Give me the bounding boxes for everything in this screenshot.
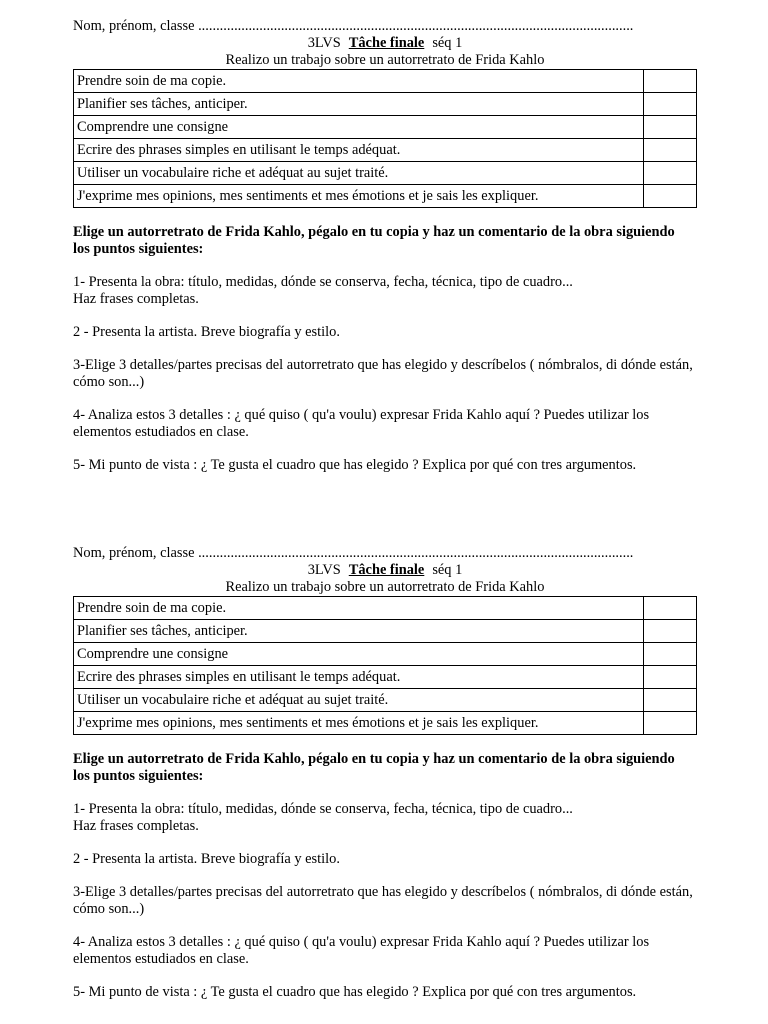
point-text: 4- Analiza estos 3 detalles : ¿ qué quiso ( qu'a voulu) expresar Frida Kahlo aquí ? Puedes utilizar los elementos estudiados en clase. bbox=[73, 407, 650, 440]
point-text: 1- Presenta la obra: título, medidas, dónde se conserva, fecha, técnica, tipo de cuadro... bbox=[73, 274, 573, 290]
point-text: 3-Elige 3 detalles/partes precisas del autorretrato que has elegido y descríbelos ( nómbralos, di dónde están, cómo son...) bbox=[73, 357, 693, 390]
table-row bbox=[74, 620, 697, 643]
point-text: 2 - Presenta la artista. Breve biografía y estilo. bbox=[73, 851, 340, 867]
score-cell bbox=[644, 185, 697, 208]
task-subtitle: Realizo un trabajo sobre un autorretrato de Frida Kahlo bbox=[225, 52, 545, 68]
point-3 bbox=[73, 357, 697, 391]
point-text: 5- Mi punto de vista : ¿ Te gusta el cuadro que has elegido ? Explica por qué con tres argumentos. bbox=[73, 984, 637, 1000]
worksheet-1 bbox=[73, 18, 697, 474]
sequence-label: séq 1 bbox=[432, 562, 463, 578]
score-cell bbox=[644, 666, 697, 689]
score-cell bbox=[644, 139, 697, 162]
point-text: 4- Analiza estos 3 detalles : ¿ qué quiso ( qu'a voulu) expresar Frida Kahlo aquí ? Puedes utilizar los elementos estudiados en clase. bbox=[73, 934, 650, 967]
point-2 bbox=[73, 324, 697, 341]
point-text: Haz frases completas. bbox=[73, 291, 199, 307]
score-cell bbox=[644, 162, 697, 185]
table-row bbox=[74, 643, 697, 666]
table-row bbox=[74, 689, 697, 712]
point-5 bbox=[73, 457, 697, 474]
table-row bbox=[74, 597, 697, 620]
sequence-label: séq 1 bbox=[432, 35, 463, 51]
table-row bbox=[74, 93, 697, 116]
point-1 bbox=[73, 801, 697, 835]
name-line: Nom, prénom, classe ......................................................................................................................... bbox=[73, 545, 634, 561]
point-5 bbox=[73, 984, 697, 1001]
criterion-text: Comprendre une consigne bbox=[74, 643, 644, 666]
course-code: 3LVS bbox=[307, 35, 341, 51]
criterion-text: Comprendre une consigne bbox=[74, 116, 644, 139]
score-cell bbox=[644, 712, 697, 735]
criterion-text: Prendre soin de ma copie. bbox=[74, 597, 644, 620]
task-header bbox=[73, 35, 697, 52]
point-text: 2 - Presenta la artista. Breve biografía y estilo. bbox=[73, 324, 340, 340]
table-row bbox=[74, 70, 697, 93]
score-cell bbox=[644, 689, 697, 712]
skills-table bbox=[73, 596, 697, 735]
table-row bbox=[74, 185, 697, 208]
score-cell bbox=[644, 116, 697, 139]
criterion-text: Planifier ses tâches, anticiper. bbox=[74, 93, 644, 116]
criterion-text: Prendre soin de ma copie. bbox=[74, 70, 644, 93]
score-cell bbox=[644, 620, 697, 643]
worksheet-2 bbox=[73, 545, 697, 1001]
task-title: Tâche finale bbox=[348, 562, 425, 578]
table-row bbox=[74, 666, 697, 689]
name-line: Nom, prénom, classe ......................................................................................................................... bbox=[73, 18, 634, 34]
point-4 bbox=[73, 934, 697, 968]
task-title: Tâche finale bbox=[348, 35, 425, 51]
point-3 bbox=[73, 884, 697, 918]
skills-table bbox=[73, 69, 697, 208]
criterion-text: Utiliser un vocabulaire riche et adéquat au sujet traité. bbox=[74, 162, 644, 185]
point-text: Haz frases completas. bbox=[73, 818, 199, 834]
task-subtitle: Realizo un trabajo sobre un autorretrato de Frida Kahlo bbox=[225, 579, 545, 595]
task-header bbox=[73, 562, 697, 579]
criterion-text: Ecrire des phrases simples en utilisant le temps adéquat. bbox=[74, 139, 644, 162]
table-row bbox=[74, 139, 697, 162]
point-4 bbox=[73, 407, 697, 441]
score-cell bbox=[644, 597, 697, 620]
criterion-text: J'exprime mes opinions, mes sentiments et mes émotions et je sais les expliquer. bbox=[74, 185, 644, 208]
point-2 bbox=[73, 851, 697, 868]
score-cell bbox=[644, 93, 697, 116]
criterion-text: Utiliser un vocabulaire riche et adéquat au sujet traité. bbox=[74, 689, 644, 712]
point-text: 5- Mi punto de vista : ¿ Te gusta el cuadro que has elegido ? Explica por qué con tres argumentos. bbox=[73, 457, 637, 473]
course-code: 3LVS bbox=[307, 562, 341, 578]
instruction-text: Elige un autorretrato de Frida Kahlo, pégalo en tu copia y haz un comentario de la obra siguiendo los puntos siguientes: bbox=[73, 224, 675, 257]
point-text: 3-Elige 3 detalles/partes precisas del autorretrato que has elegido y descríbelos ( nómbralos, di dónde están, cómo son...) bbox=[73, 884, 693, 917]
criterion-text: Ecrire des phrases simples en utilisant le temps adéquat. bbox=[74, 666, 644, 689]
table-row bbox=[74, 712, 697, 735]
point-text: 1- Presenta la obra: título, medidas, dónde se conserva, fecha, técnica, tipo de cuadro... bbox=[73, 801, 573, 817]
instruction-text: Elige un autorretrato de Frida Kahlo, pégalo en tu copia y haz un comentario de la obra siguiendo los puntos siguientes: bbox=[73, 751, 675, 784]
criterion-text: J'exprime mes opinions, mes sentiments et mes émotions et je sais les expliquer. bbox=[74, 712, 644, 735]
point-1 bbox=[73, 274, 697, 308]
table-row bbox=[74, 116, 697, 139]
table-row bbox=[74, 162, 697, 185]
criterion-text: Planifier ses tâches, anticiper. bbox=[74, 620, 644, 643]
score-cell bbox=[644, 70, 697, 93]
score-cell bbox=[644, 643, 697, 666]
